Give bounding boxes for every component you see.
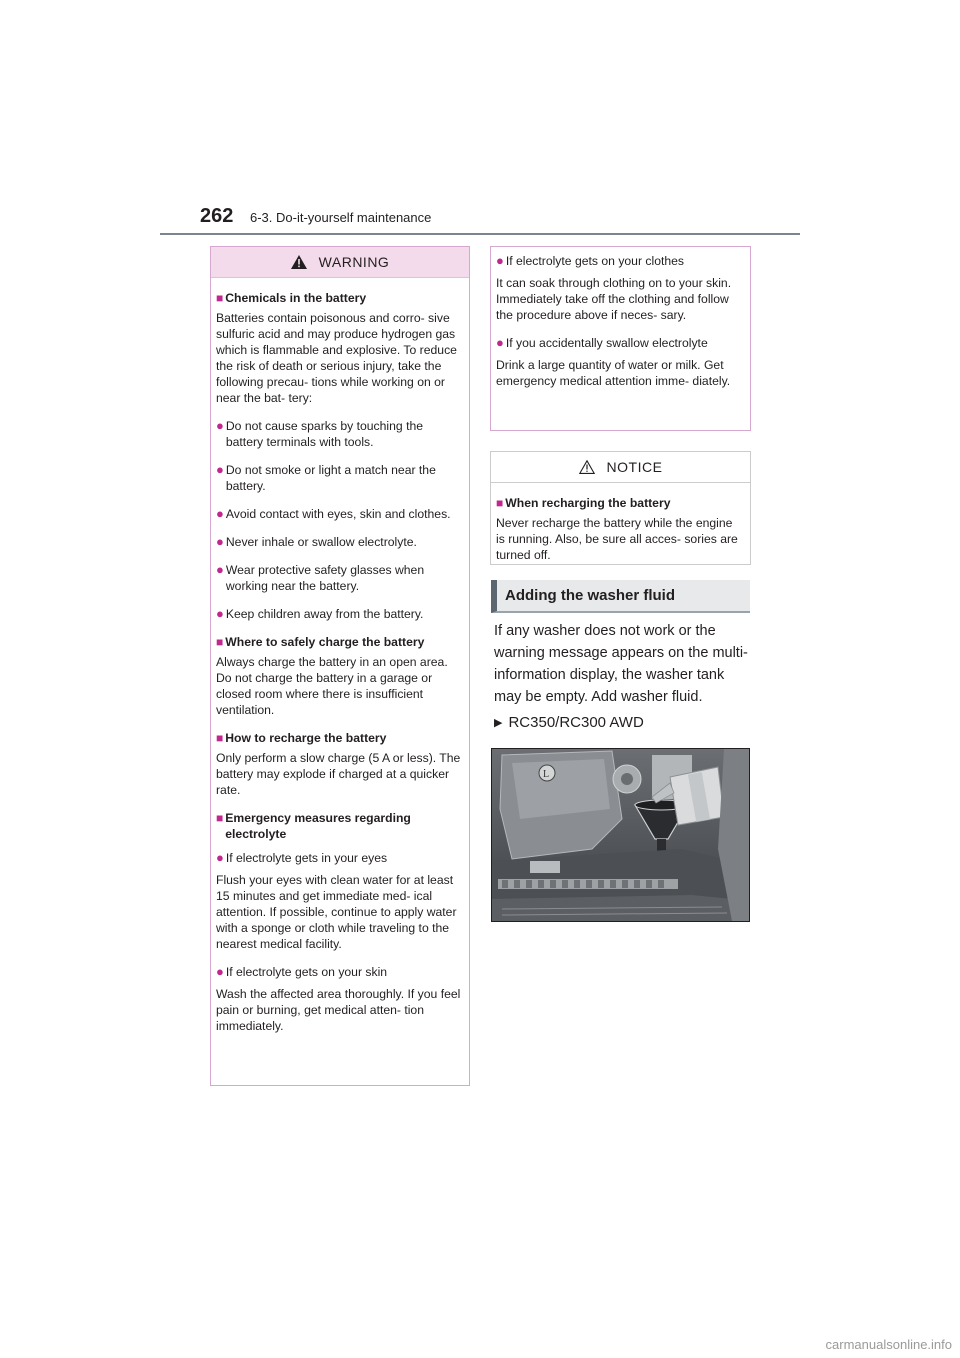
dot-bullet-icon: ● <box>216 964 224 979</box>
dot-bullet-icon: ● <box>216 850 224 865</box>
subhead-text: When recharging the battery <box>505 496 671 510</box>
square-bullet-icon: ■ <box>496 496 504 510</box>
warning-title: WARNING <box>318 254 390 270</box>
square-bullet-icon: ■ <box>216 635 224 649</box>
header-rule <box>160 233 800 235</box>
bullet-text: Never inhale or swallow electrolyte. <box>225 535 417 549</box>
section-title: 6-3. Do-it-yourself maintenance <box>250 210 432 225</box>
dot-bullet-icon: ● <box>216 606 224 621</box>
square-bullet-icon: ■ <box>216 731 224 745</box>
warning-paragraph: Always charge the battery in an open area. Do not charge the battery in a garage or closed room where there is insufficient ventilation. <box>216 655 448 717</box>
warning-paragraph: It can soak through clothing on to your skin. Immediately take off the clothing and follow the procedure above if neces- sary. <box>496 276 732 322</box>
bullet-text: Keep children away from the battery. <box>225 607 424 621</box>
warning-subhead-emergency <box>216 810 462 842</box>
warning-paragraph: Wash the affected area thoroughly. If you feel pain or burning, get medical atten- tion immediately. <box>216 987 461 1033</box>
warning-bullet <box>216 506 462 522</box>
subhead-text: Chemicals in the battery <box>225 291 367 305</box>
dot-bullet-icon: ● <box>216 418 224 433</box>
model-line <box>494 714 644 731</box>
dot-bullet-icon: ● <box>216 462 224 477</box>
watermark: carmanualsonline.info <box>825 1337 952 1352</box>
bullet-text: Avoid contact with eyes, skin and clothes. <box>225 507 451 521</box>
dot-bullet-icon: ● <box>496 335 504 350</box>
page-number: 262 <box>200 205 234 227</box>
warning-body <box>211 278 469 1054</box>
warning-box-header <box>211 247 469 278</box>
emergency-item <box>496 253 743 269</box>
washer-fluid-illustration <box>491 748 750 922</box>
warning-paragraph: Only perform a slow charge (5 A or less). The battery may explode if charged at a quicker rate. <box>216 751 461 797</box>
warning-paragraph: Drink a large quantity of water or milk. Get emergency medical attention imme- diately. <box>496 358 731 388</box>
notice-box-header <box>491 452 750 483</box>
warning-bullet <box>216 462 462 494</box>
bullet-text: Do not smoke or light a match near the battery. <box>225 463 436 493</box>
warning-subhead-charge-location <box>216 634 462 650</box>
bullet-text: Do not cause sparks by touching the battery terminals with tools. <box>225 419 424 449</box>
warning-bullet <box>216 534 462 550</box>
warning-subhead-chemicals <box>216 290 462 306</box>
notice-title: NOTICE <box>606 459 663 475</box>
warning-box <box>210 246 470 1086</box>
emergency-item <box>216 850 462 866</box>
warning-subhead-recharge <box>216 730 462 746</box>
warning-box-continued <box>490 246 751 431</box>
bullet-text: If you accidentally swallow electrolyte <box>505 336 708 350</box>
subhead-text: Where to safely charge the battery <box>225 635 425 649</box>
dot-bullet-icon: ● <box>216 562 224 577</box>
notice-subhead <box>496 495 743 511</box>
warning-triangle-icon <box>291 255 307 269</box>
washer-heading: Adding the washer fluid <box>491 580 750 613</box>
subhead-text: How to recharge the battery <box>225 731 387 745</box>
notice-body <box>491 483 750 583</box>
caution-triangle-icon <box>579 460 595 474</box>
washer-paragraph: If any washer does not work or the warning message appears on the multi-information display, the washer tank may be empty. Add washer fluid. <box>494 623 748 705</box>
bullet-text: If electrolyte gets in your eyes <box>225 851 388 865</box>
emergency-item <box>496 335 743 351</box>
warning-bullet <box>216 606 462 622</box>
bullet-text: If electrolyte gets on your clothes <box>505 254 685 268</box>
subhead-text: Emergency measures regarding electrolyte <box>225 811 411 841</box>
warning-cont-body <box>491 247 750 409</box>
notice-paragraph: Never recharge the battery while the engine is running. Also, be sure all acces- sories are turned off. <box>496 516 738 562</box>
emergency-item <box>216 964 462 980</box>
warning-paragraph: Flush your eyes with clean water for at least 15 minutes and get immediate med- ical attention. If possible, continue to apply water with a sponge or cloth while traveling to the nearest medical facility. <box>216 873 457 951</box>
svg-text:L: L <box>543 769 550 780</box>
dot-bullet-icon: ● <box>216 534 224 549</box>
warning-paragraph: Batteries contain poisonous and corro- sive sulfuric acid and may produce hydrogen gas which is flammable and explosive. To reduce the risk of death or serious injury, take the following precau- tions while working on or near the bat- tery: <box>216 311 457 405</box>
notice-box <box>490 451 751 565</box>
warning-bullet <box>216 562 462 594</box>
dot-bullet-icon: ● <box>496 253 504 268</box>
warning-bullet <box>216 418 462 450</box>
arrow-right-icon: ▶ <box>494 717 503 729</box>
square-bullet-icon: ■ <box>216 291 224 305</box>
bullet-text: If electrolyte gets on your skin <box>225 965 388 979</box>
engine-bay-illustration <box>492 749 749 921</box>
bullet-text: Wear protective safety glasses when working near the battery. <box>225 563 425 593</box>
dot-bullet-icon: ● <box>216 506 224 521</box>
model-name: RC350/RC300 AWD <box>508 714 644 731</box>
square-bullet-icon: ■ <box>216 811 224 825</box>
